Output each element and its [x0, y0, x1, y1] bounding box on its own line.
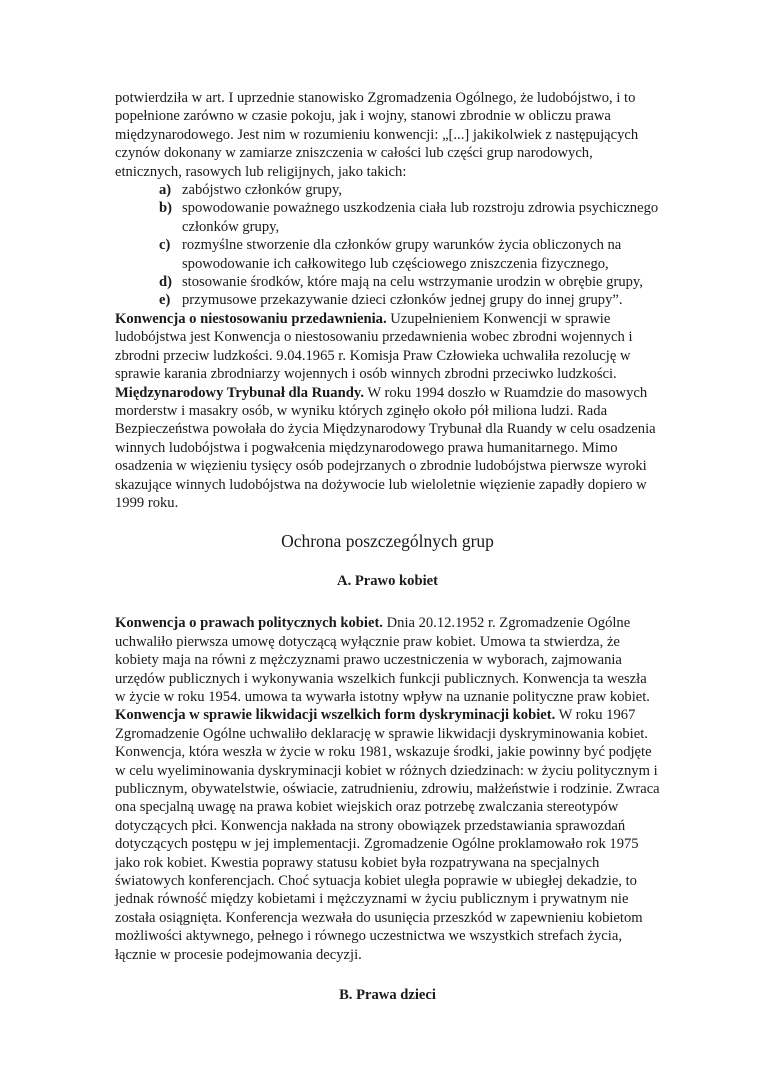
- paragraph-term: Międzynarodowy Trybunał dla Ruandy.: [115, 384, 364, 401]
- list-item-text: rozmyślne stworzenie dla członków grupy warunków życia obliczonych na spowodowanie ich całkowitego lub częściowego zniszczenia fizycznego,: [182, 237, 622, 272]
- paragraph-niestosowanie: [115, 310, 660, 384]
- list-item: [115, 236, 660, 273]
- spacer: [115, 590, 660, 614]
- list-item-text: przymusowe przekazywanie dzieci członków jednej grupy do innej grupy”.: [182, 292, 623, 309]
- paragraph-term: Konwencja o niestosowaniu przedawnienia.: [115, 310, 387, 327]
- genocide-acts-list: [115, 181, 660, 310]
- paragraph-term: Konwencja o prawach politycznych kobiet.: [115, 615, 383, 632]
- subsection-title-a: A. Prawo kobiet: [337, 573, 438, 590]
- list-item-label: c): [159, 237, 171, 254]
- intro-paragraph: potwierdziła w art. I uprzednie stanowisko Zgromadzenia Ogólnego, że ludobójstwo, i to popełnione zarówno w czasie pokoju, jak i wojny, stanowi zbrodnie w obliczu prawa międzynarodowego. Jest nim w rozumieniu konwencji: „[...] jakikolwiek z następujących czynów dokonany w zamiarze zniszczenia w całości lub części grup narodowych, etnicznych, rasowych lub religijnych, jako takich:: [115, 90, 639, 180]
- list-item-text: spowodowanie poważnego uszkodzenia ciała lub rozstroju zdrowia psychicznego członków grupy,: [182, 200, 659, 235]
- paragraph-text: Uzupełnieniem Konwencji w sprawie ludobójstwa jest Konwencja o niestosowaniu przedawnienia wobec zbrodni wojennych i zbrodni przeciw ludzkości. 9.04.1965 r. Komisja Praw Człowieka uchwaliła rezolucję w sprawie karania zbrodniarzy wojennych i osób winnych zbrodni przeciwko ludzkości.: [115, 310, 633, 383]
- list-item-label: a): [159, 182, 172, 199]
- paragraph-trybunal: [115, 384, 660, 513]
- paragraph-term: Konwencja w sprawie likwidacji wszelkich form dyskryminacji kobiet.: [115, 707, 556, 724]
- paragraph-text: W roku 1994 doszło w Ruamdzie do masowych morderstw i masakry osób, w wyniku których zginęło około pół miliona ludzi. Rada Bezpieczeństwa powołała do życia Międzynarodowy Trybunał dla Ruandy w celu osadzenia winnych ludobójstwa i pogwałcenia międzynarodowego prawa humanitarnego. Mimo osadzenia w więzieniu tysięcy osób podejrzanych o zbrodnie ludobójstwa pierwsze wyroki skazujące winnych ludobójstwa na dożywocie lub wieloletnie więzienie zapadły dopiero w 1999 roku.: [115, 384, 656, 511]
- list-item: [115, 199, 660, 236]
- paragraph-prawa-polityczne: [115, 614, 660, 706]
- subsection-title-b: B. Prawa dzieci: [339, 987, 436, 1004]
- paragraph-text: W roku 1967 Zgromadzenie Ogólne uchwaliło deklarację w sprawie likwidacji dyskryminowania kobiet. Konwencja, która weszła w życie w roku 1981, wskazuje środki, jakie powinny być podjęte w celu wyeliminowania dyskryminacji kobiet w różnych dziedzinach: w życiu politycznym i publicznym, obywatelstwie, oświacie, zatrudnieniu, zdrowiu, małżeństwie i rodzinie. Zwraca ona specjalną uwagę na prawa kobiet wiejskich oraz potrzebę zwalczania stereotypów dotyczących płci. Konwencja nakłada na strony obowiązek przedstawiania sprawozdań dotyczących postępu w jej implementacji. Zgromadzenie Ogólne proklamowało rok 1975 jako rok kobiet. Kwestia poprawy statusu kobiet była rozpatrywana na specjalnych światowych konferencjach. Choć sytuacja kobiet uległa poprawie w ubiegłej dekadzie, to jednak równość między kobietami i mężczyznami w życiu publicznym i prywatnym nie została osiągnięta. Konferencja wezwała do usunięcia przeszkód w zapewnieniu kobietom możliwości aktywnego, pełnego i równego uczestnictwa we wszystkich strefach życia, łącznie w procesie podejmowania decyzji.: [115, 707, 660, 963]
- list-item-text: zabójstwo członków grupy,: [182, 182, 342, 199]
- section-title: Ochrona poszczególnych grup: [281, 531, 494, 552]
- list-item-label: e): [159, 292, 171, 309]
- document-page: [115, 89, 660, 1004]
- paragraph-text: Dnia 20.12.1952 r. Zgromadzenie Ogólne uchwaliło pierwsza umowę dotyczącą wyłącznie praw kobiet. Umowa ta stwierdza, że kobiety maja na równi z mężczyznami prawo uczestniczenia w wyborach, zajmowania urzędów publicznych i wykonywania wszelkich funkcji publicznych. Konwencja ta weszła w życie w roku 1954. umowa ta wywarła istotny wpływ na uznanie polityczne praw kobiet.: [115, 615, 650, 705]
- list-item: [115, 273, 660, 291]
- list-item-text: stosowanie środków, które mają na celu wstrzymanie urodzin w obrębie grupy,: [182, 274, 643, 291]
- list-item-label: d): [159, 274, 172, 291]
- list-item: [115, 291, 660, 309]
- paragraph-dyskryminacja: [115, 706, 660, 964]
- list-item-label: b): [159, 200, 172, 217]
- list-item: [115, 181, 660, 199]
